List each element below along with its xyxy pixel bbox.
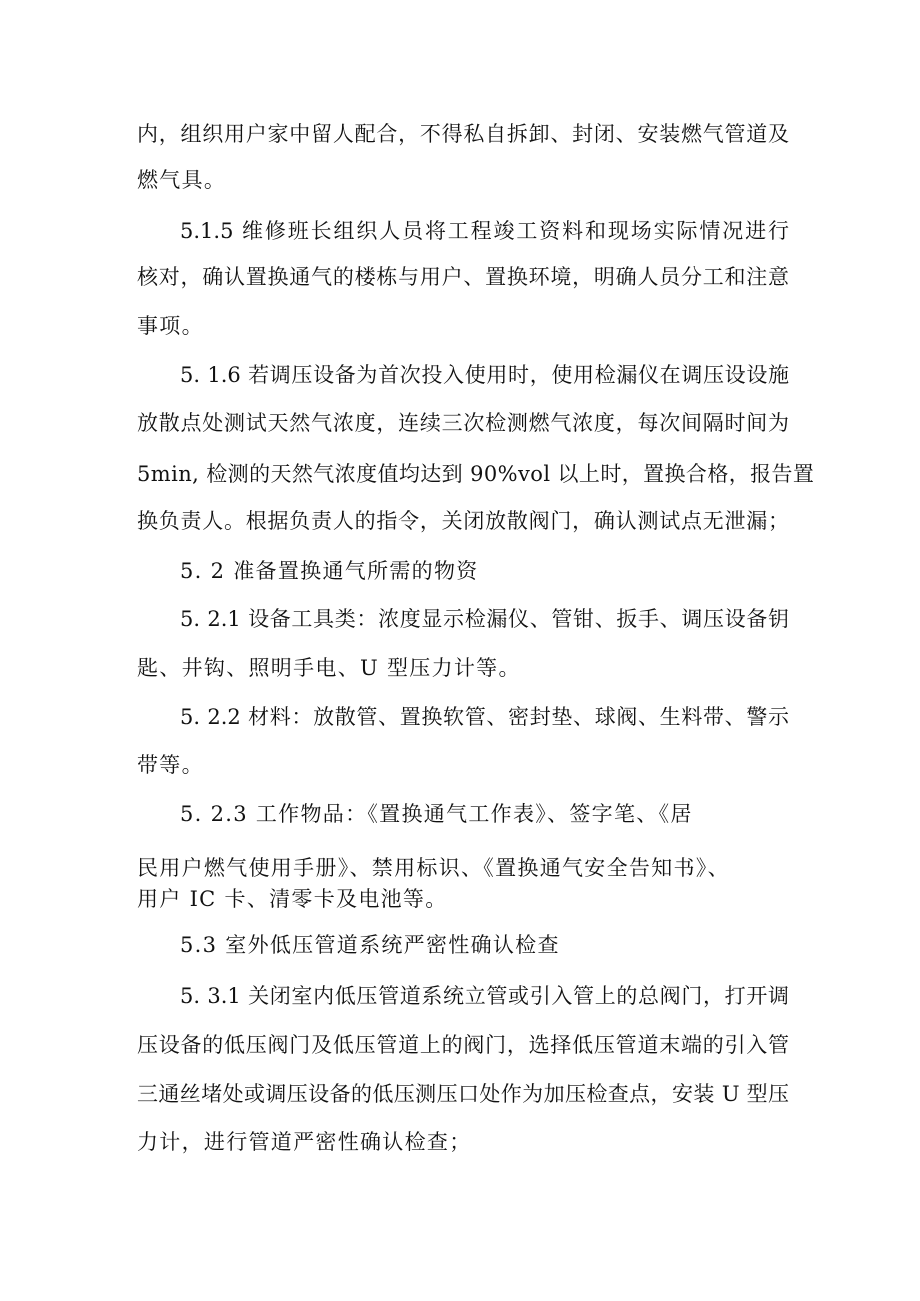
text-line: 5.1.5 维修班长组织人员将工程竣工资料和现场实际情况进行 — [180, 219, 789, 243]
text-line: 放散点处测试天然气浓度，连续三次检测燃气浓度，每次间隔时间为 — [137, 411, 789, 435]
text-line: 力计，进行管道严密性确认检查； — [137, 1130, 472, 1154]
text-line: 带等。 — [137, 753, 204, 777]
text-line: 5min, 检测的天然气浓度值均达到 90%vol 以上时，置换合格，报告置 — [137, 462, 815, 486]
text-line: 内，组织用户家中留人配合，不得私自拆卸、封闭、安装燃气管道及 — [137, 122, 789, 146]
text-line: 压设备的低压阀门及低压管道上的阀门，选择低压管道末端的引入管 — [137, 1033, 789, 1057]
text-line: 5. 2.2 材料：放散管、置换软管、密封垫、球阀、生料带、警示 — [180, 705, 789, 729]
section-heading: 5.3 室外低压管道系统严密性确认检查 — [180, 933, 560, 957]
text-line: 燃气具。 — [137, 168, 227, 192]
text-line: 换负责人。根据负责人的指令，关闭放散阀门，确认测试点无泄漏； — [137, 509, 789, 533]
text-line: 核对，确认置换通气的楼栋与用户、置换环境，明确人员分工和注意 — [137, 265, 789, 289]
text-line: 用户 IC 卡、清零卡及电池等。 — [137, 887, 448, 911]
text-line: 三通丝堵处或调压设备的低压测压口处作为加压检查点，安装 U 型压 — [137, 1082, 789, 1106]
text-line: 5. 1.6 若调压设备为首次投入使用时，使用检漏仪在调压设设施 — [180, 363, 789, 387]
text-line: 事项。 — [137, 314, 204, 338]
text-line: 民用户燃气使用手册》、禁用标识、《置换通气安全告知书》、 — [137, 856, 730, 880]
text-line: 5. 3.1 关闭室内低压管道系统立管或引入管上的总阀门，打开调 — [180, 984, 789, 1008]
text-line: 匙、井钩、照明手电、U 型压力计等。 — [137, 656, 521, 680]
text-line: 5. 2.3 工作物品：《置换通气工作表》、签字笔、《居 — [180, 802, 693, 826]
text-line: 5. 2.1 设备工具类：浓度显示检漏仪、管钳、扳手、调压设备钥 — [180, 607, 789, 631]
section-heading: 5. 2 准备置换通气所需的物资 — [180, 559, 479, 583]
